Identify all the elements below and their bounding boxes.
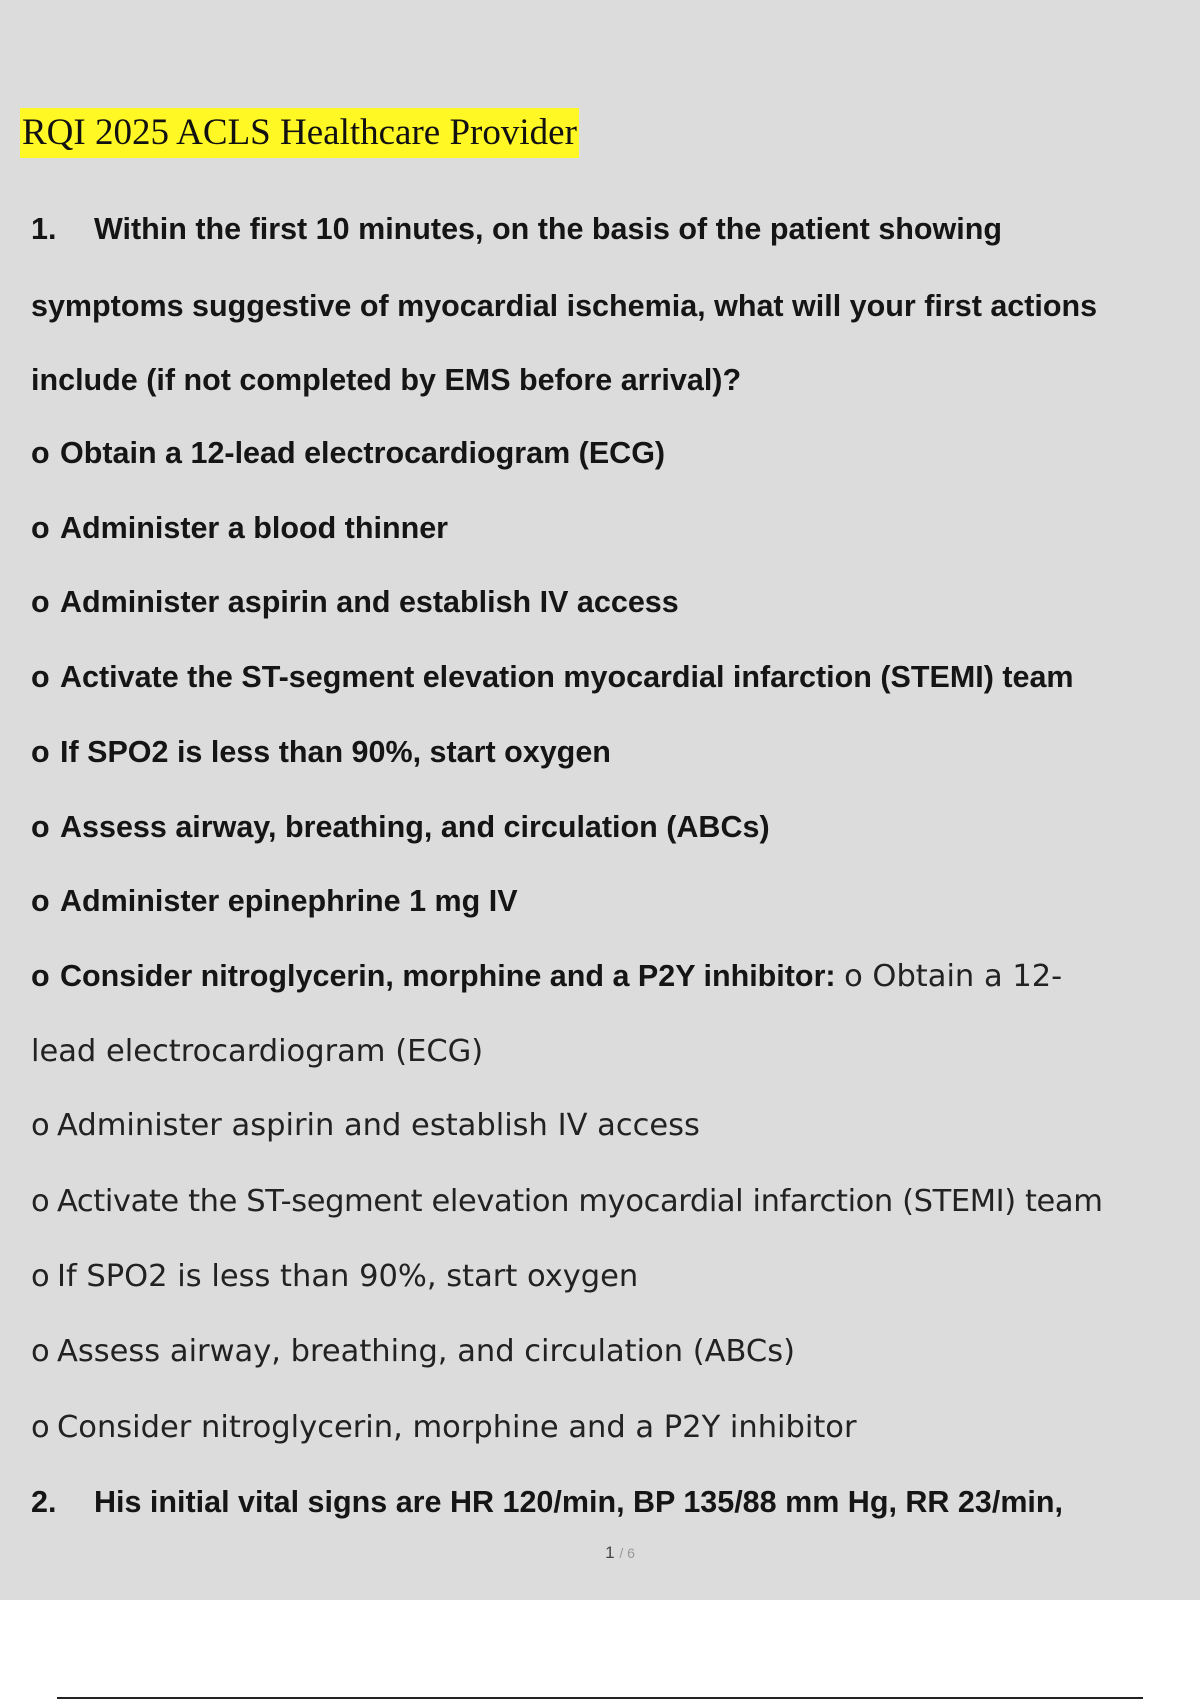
option-marker: o — [31, 660, 50, 694]
question-2-text-1: His initial vital signs are HR 120/min, BP 135/88 mm Hg, RR 23/min, — [94, 1485, 1064, 1519]
option-item — [31, 884, 518, 919]
question-2-line-1 — [31, 1485, 1063, 1520]
option-text: Obtain a 12-lead electrocardiogram (ECG) — [60, 436, 666, 470]
option-item — [31, 436, 665, 471]
question-1-line-2: symptoms suggestive of myocardial ischemia, what will your first actions — [31, 289, 1098, 323]
question-1-number: 1. — [31, 212, 57, 246]
answer-item — [31, 1259, 638, 1294]
option-marker: o — [31, 511, 50, 545]
answer-marker: o — [31, 1334, 50, 1369]
question-1-line-3: include (if not completed by EMS before arrival)? — [31, 363, 742, 397]
option-text: Administer aspirin and establish IV access — [60, 585, 679, 619]
answer-item — [31, 1334, 795, 1369]
option-marker: o — [31, 735, 50, 769]
page-current: 1 — [605, 1543, 615, 1562]
page-total: / 6 — [619, 1545, 635, 1561]
answer-marker: o — [31, 1108, 50, 1143]
answer-inline: o Obtain a 12- — [844, 959, 1063, 994]
answer-continuation: lead electrocardiogram (ECG) — [31, 1034, 484, 1069]
option-text: Assess airway, breathing, and circulation (ABCs) — [60, 810, 770, 844]
document-title: RQI 2025 ACLS Healthcare Provider — [20, 108, 579, 158]
option-item — [31, 660, 1074, 695]
option-text: Activate the ST-segment elevation myocardial infarction (STEMI) team — [60, 660, 1074, 694]
option-marker: o — [31, 810, 50, 844]
option-marker: o — [31, 436, 50, 470]
option-marker: o — [31, 959, 50, 993]
question-1-text-1: Within the first 10 minutes, on the basis of the patient showing — [94, 212, 1003, 246]
option-text: If SPO2 is less than 90%, start oxygen — [60, 735, 611, 769]
answer-marker: o — [31, 1259, 50, 1294]
page-indicator — [0, 1543, 1200, 1563]
answer-text: Activate the ST-segment elevation myocardial infarction (STEMI) team — [57, 1184, 1103, 1219]
answer-text: Assess airway, breathing, and circulation (ABCs) — [57, 1334, 796, 1369]
option-marker: o — [31, 585, 50, 619]
next-page-divider — [57, 1697, 1143, 1699]
option-item-with-answer — [31, 959, 1062, 994]
answer-item — [31, 1184, 1103, 1219]
option-item — [31, 511, 448, 546]
answer-text: Consider nitroglycerin, morphine and a P2Y inhibitor — [57, 1410, 857, 1445]
answer-marker: o — [31, 1410, 50, 1445]
option-item — [31, 585, 679, 620]
question-1-line-1 — [31, 212, 1002, 247]
answer-item — [31, 1108, 700, 1143]
option-marker: o — [31, 884, 50, 918]
answer-item — [31, 1410, 857, 1445]
option-item — [31, 735, 611, 770]
question-2-number: 2. — [31, 1485, 57, 1519]
option-text: Administer epinephrine 1 mg IV — [60, 884, 518, 918]
answer-text: Administer aspirin and establish IV access — [57, 1108, 700, 1143]
answer-marker: o — [31, 1184, 50, 1219]
option-item — [31, 810, 770, 845]
option-text: Consider nitroglycerin, morphine and a P2Y inhibitor: — [60, 959, 836, 993]
option-text: Administer a blood thinner — [60, 511, 449, 545]
answer-text: If SPO2 is less than 90%, start oxygen — [57, 1259, 639, 1294]
